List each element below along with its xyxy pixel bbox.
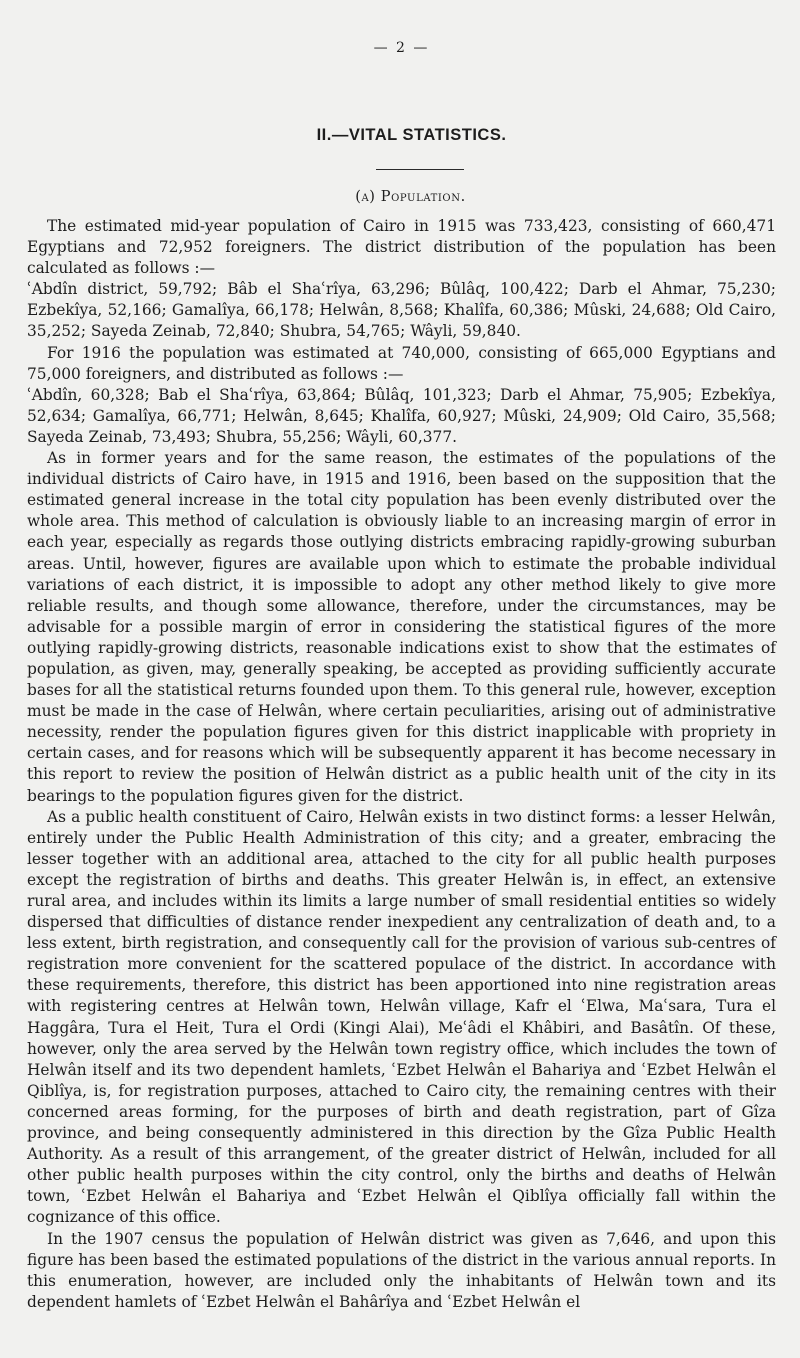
paragraph: For 1916 the population was estimated at 740,000, consisting of 665,000 Egyptians and 75,000 foreigners, and distributed as follows :— [27,343,776,383]
body-text [27,216,776,1313]
section-title: II.—VITAL STATISTICS. [316,126,507,144]
district-list-1916: ʿAbdîn, 60,328; Bab el Shaʿrîya, 63,864; Bûlâq, 101,323; Darb el Ahmar, 75,905; Ezbekîya, 52,634; Gamalîya, 66,771; Helwân, 8,645; Khalîfa, 60,927; Mûski, 24,909; Old Cairo, 35,568; Sayeda Zeinab, 73,493; Shubra, 55,256; Wâyli, 60,377. [27,385,776,446]
district-list-1915: ʿAbdîn district, 59,792; Bâb el Shaʿrîya, 63,296; Bûlâq, 100,422; Darb el Ahmar, 75,230; Ezbekîya, 52,166; Gamalîya, 66,178; Helwân, 8,568; Khalîfa, 60,386; Mûski, 24,688; Old Cairo, 35,252; Sayeda Zeinab, 72,840; Shubra, 54,765; Wâyli, 59,840. [27,280,776,341]
title-divider [376,169,464,170]
paragraph: As a public health constituent of Cairo, Helwân exists in two distinct forms: a lesser Helwân, entirely under the Public Health Administration of this city; and a greater, embracing the lesser together with an additional area, attached to the city for all public health purposes except the registration of births and deaths. This greater Helwân is, in effect, an extensive rural area, and includes within its limits a large number of small residential entities so widely dispersed that difficulties of distance render inexpedient any centralization of death and, to a less extent, birth registration, and consequently call for the provision of various sub-centres of registration more convenient for the scattered populace of the district. In accordance with these requirements, therefore, this district has been apportioned into nine registration areas with registering centres at Helwân town, Helwân village, Kafr el ʿElwa, Maʿsara, Tura el Haggâra, Tura el Heit, Tura el Ordi (Kingi Alai), Meʿâdi el Khâbiri, and Basâtîn. Of these, however, only the area served by the Helwân town registry office, which includes the town of Helwân itself and its two dependent hamlets, ʿEzbet Helwân el Bahariya and ʿEzbet Helwân el Qiblîya, is, for registration purposes, attached to Cairo city, the remaining centres with their concerned areas forming, for the purposes of birth and death registration, part of Gîza province, and being consequently administered in this direction by the Gîza Public Health Authority. As a result of this arrangement, of the greater district of Helwân, included for all other public health purposes within the city control, only the births and deaths of Helwân town, ʿEzbet Helwân el Bahariya and ʿEzbet Helwân el Qiblîya officially fall within the cognizance of this office. [27,807,776,1227]
page-number: — 2 — [373,40,430,56]
paragraph: The estimated mid-year population of Cairo in 1915 was 733,423, consisting of 660,471 Egyptians and 72,952 foreigners. The district distribution of the population has been calculated as follows :— [27,217,776,278]
paragraph: In the 1907 census the population of Helwân district was given as 7,646, and upon this figure has been based the estimated populations of the district in the various annual reports. In this enumeration, however, are included only the inhabitants of Helwân town and its dependent hamlets of ʿEzbet Helwân el Bahârîya and ʿEzbet Helwân el [27,1229,776,1311]
paragraph: As in former years and for the same reason, the estimates of the populations of the individual districts of Cairo have, in 1915 and 1916, been based on the supposition that the estimated general increase in the total city population has been evenly distributed over the whole area. This method of calculation is obviously liable to an increasing margin of error in each year, especially as regards those outlying districts embracing rapidly-growing suburban areas. Until, however, figures are available upon which to estimate the probable individual variations of each district, it is impossible to adopt any other method likely to give more reliable results, and though some allowance, therefore, under the circumstances, may be advisable for a possible margin of error in considering the statistical figures of the more outlying rapidly-growing districts, reasonable indications exist to show that the estimates of population, as given, may, generally speaking, be accepted as providing sufficiently accurate bases for all the statistical returns founded upon them. To this general rule, however, exception must be made in the case of Helwân, where certain peculiarities, arising out of administrative necessity, render the population figures given for this district inapplicable with propriety in certain cases, and for reasons which will be subsequently apparent it has become necessary in this report to review the position of Helwân district as a public health unit of the city in its bearings to the population figures given for the district. [27,449,776,805]
subsection-title: (a) Population. [355,189,466,205]
document-page [27,0,776,1313]
